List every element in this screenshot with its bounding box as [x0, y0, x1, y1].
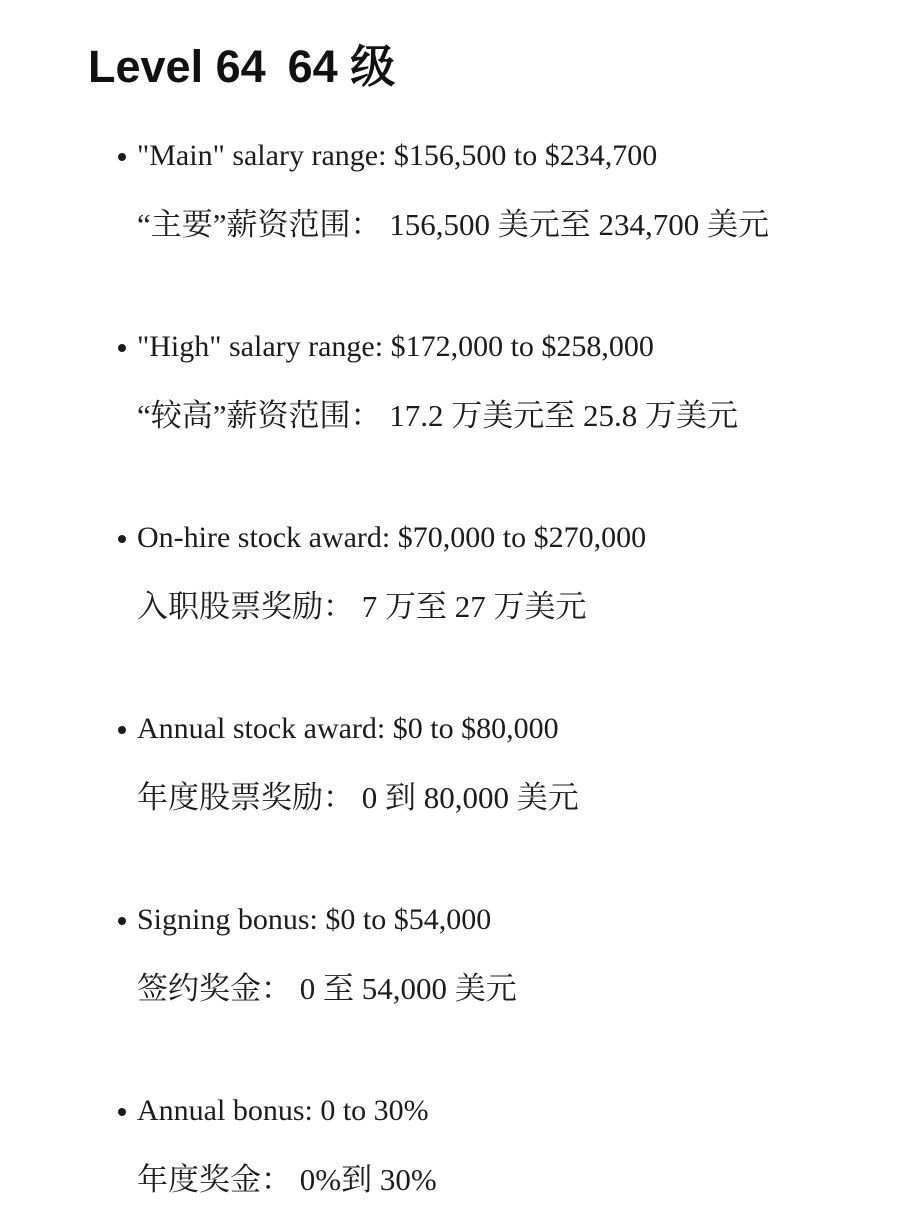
list-item-signing-bonus — [137, 902, 901, 1007]
item-text-zh: “较高”薪资范围： 17.2 万美元至 25.8 万美元 — [137, 398, 739, 434]
list-item-annual-bonus — [137, 1093, 901, 1198]
page-title — [88, 42, 901, 92]
item-text-en: Annual bonus: 0 to 30% — [137, 1094, 429, 1128]
item-text-zh: 年度奖金： 0%到 30% — [137, 1162, 437, 1198]
bullet-icon — [118, 153, 126, 161]
bullet-icon — [118, 917, 126, 925]
bullet-icon — [118, 1108, 126, 1116]
item-text-zh: 签约奖金： 0 至 54,000 美元 — [137, 971, 517, 1007]
item-text-zh: 年度股票奖励： 0 到 80,000 美元 — [137, 780, 579, 816]
bullet-icon — [118, 535, 126, 543]
list-item-main-salary — [137, 138, 901, 243]
item-text-en: Signing bonus: $0 to $54,000 — [137, 903, 492, 937]
item-text-zh: “主要”薪资范围： 156,500 美元至 234,700 美元 — [137, 207, 770, 243]
compensation-list — [88, 138, 901, 1198]
item-text-en: Annual stock award: $0 to $80,000 — [137, 712, 559, 746]
bullet-icon — [118, 726, 126, 734]
list-item-onhire-stock — [137, 520, 901, 625]
item-text-en: On-hire stock award: $70,000 to $270,000 — [137, 521, 647, 555]
list-item-high-salary — [137, 329, 901, 434]
page-title-en: Level 64 — [88, 41, 266, 92]
item-text-zh: 入职股票奖励： 7 万至 27 万美元 — [137, 589, 587, 625]
item-text-en: "Main" salary range: $156,500 to $234,700 — [137, 139, 658, 173]
bullet-icon — [118, 344, 126, 352]
list-item-annual-stock — [137, 711, 901, 816]
item-text-en: "High" salary range: $172,000 to $258,000 — [137, 330, 654, 364]
page-title-zh: 64 级 — [287, 41, 396, 92]
